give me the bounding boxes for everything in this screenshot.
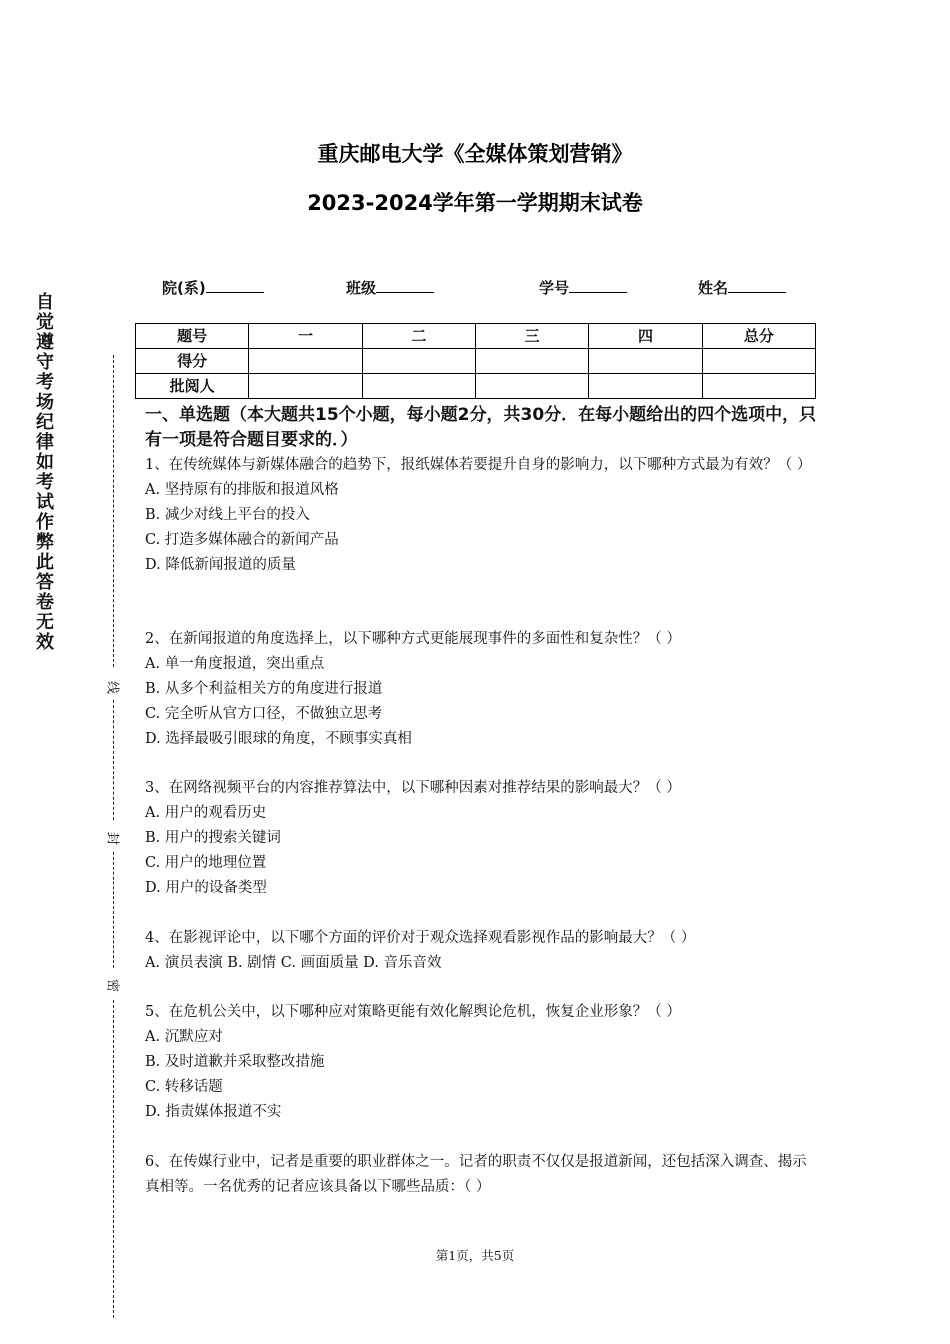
dept-label: 院(系): [162, 279, 206, 297]
col-header-3: 三: [475, 324, 588, 349]
question-option: D. 降低新闻报道的质量: [145, 557, 296, 573]
score-cell: [475, 349, 588, 374]
grader-cell: [249, 374, 362, 399]
question-stem: 5、在危机公关中，以下哪种应对策略更能有效化解舆论危机，恢复企业形象？（ ）: [145, 1004, 681, 1020]
binding-line-segment: [113, 1000, 114, 1318]
score-cell: [249, 349, 362, 374]
question-1: [145, 453, 815, 578]
binding-mark-seal: 封: [105, 829, 124, 849]
side-notice-char: 无: [36, 612, 54, 633]
question-stem: 6、在传媒行业中，记者是重要的职业群体之一。记者的职责不仅仅是报道新闻，还包括深入调查、揭示真相等。一名优秀的记者应该具备以下哪些品质：（ ）: [145, 1154, 807, 1195]
col-header-1: 一: [249, 324, 362, 349]
score-table: [135, 323, 816, 399]
side-notice-char: 考: [36, 472, 54, 493]
question-option: C. 完全听从官方口径，不做独立思考: [145, 706, 383, 722]
name-blank: [728, 277, 786, 293]
section-heading: 一、单选题（本大题共15个小题，每小题2分，共30分．在每小题给出的四个选项中，只有一项是符合题目要求的．）: [145, 405, 817, 450]
score-table-row: [136, 349, 816, 374]
question-2: [145, 627, 815, 752]
question-stem: 1、在传统媒体与新媒体融合的趋势下，报纸媒体若要提升自身的影响力，以下哪种方式最为有效？（ ）: [145, 457, 812, 473]
student-id-field: [539, 277, 627, 298]
page-footer: 第1页，共5页: [435, 1248, 515, 1263]
question-option: A. 沉默应对: [145, 1029, 223, 1045]
question-option: D. 用户的设备类型: [145, 880, 267, 896]
score-table-row: [136, 324, 816, 349]
name-field: [698, 277, 786, 298]
side-notice-char: 守: [36, 352, 54, 373]
question-option: A. 演员表演 B. 剧情 C. 画面质量 D. 音乐音效: [145, 955, 442, 971]
question-option: B. 及时道歉并采取整改措施: [145, 1054, 325, 1070]
side-notice-char: 自: [36, 292, 54, 313]
student-id-label: 学号: [539, 279, 570, 297]
grader-cell: [702, 374, 815, 399]
dept-field: [162, 277, 264, 298]
question-option: A. 坚持原有的排版和报道风格: [145, 482, 339, 498]
row-header-question-no: 题号: [136, 324, 249, 349]
side-notice-char: 答: [36, 572, 54, 593]
question-option: A. 单一角度报道，突出重点: [145, 656, 325, 672]
student-id-blank: [569, 277, 627, 293]
exam-title-line1: 重庆邮电大学《全媒体策划营销》: [317, 142, 633, 166]
class-blank: [376, 277, 434, 293]
question-4: [145, 926, 815, 976]
question-option: B. 从多个利益相关方的角度进行报道: [145, 681, 383, 697]
class-field: [346, 277, 434, 298]
class-label: 班级: [346, 279, 377, 297]
row-header-score: 得分: [136, 349, 249, 374]
question-option: C. 转移话题: [145, 1079, 223, 1095]
question-stem: 4、在影视评论中，以下哪个方面的评价对于观众选择观看影视作品的影响最大？（ ）: [145, 930, 696, 946]
question-option: B. 减少对线上平台的投入: [145, 507, 310, 523]
side-notice-char: 试: [36, 492, 54, 513]
binding-line-segment: [113, 355, 114, 667]
side-notice-char: 考: [36, 372, 54, 393]
name-label: 姓名: [698, 279, 729, 297]
side-notice-char: 效: [36, 632, 54, 653]
question-option: D. 指责媒体报道不实: [145, 1104, 282, 1120]
question-stem: 3、在网络视频平台的内容推荐算法中，以下哪种因素对推荐结果的影响最大？（ ）: [145, 780, 681, 796]
side-notice-char: 场: [36, 392, 54, 413]
side-notice-char: 卷: [36, 592, 54, 613]
binding-mark-line: 线: [105, 678, 124, 698]
side-notice-char: 此: [36, 552, 54, 573]
side-notice-char: 弊: [36, 532, 54, 553]
side-notice-char: 遵: [36, 332, 54, 353]
score-cell: [702, 349, 815, 374]
side-notice-char: 如: [36, 452, 54, 473]
side-notice-char: 觉: [36, 312, 54, 333]
binding-line-segment: [113, 700, 114, 820]
score-cell: [589, 349, 702, 374]
side-notice-char: 律: [36, 432, 54, 453]
question-option: A. 用户的观看历史: [145, 805, 267, 821]
question-option: D. 选择最吸引眼球的角度，不顾事实真相: [145, 731, 412, 747]
grader-cell: [362, 374, 475, 399]
question-stem: 2、在新闻报道的角度选择上，以下哪种方式更能展现事件的多面性和复杂性？（ ）: [145, 631, 681, 647]
question-option: C. 打造多媒体融合的新闻产品: [145, 532, 339, 548]
dept-blank: [206, 277, 264, 293]
question-6: [145, 1150, 815, 1200]
col-header-4: 四: [589, 324, 702, 349]
side-notice: [33, 293, 57, 653]
binding-mark-secret: 密: [105, 976, 124, 996]
row-header-grader: 批阅人: [136, 374, 249, 399]
question-option: C. 用户的地理位置: [145, 855, 267, 871]
question-3: [145, 776, 815, 901]
binding-line-segment: [113, 852, 114, 968]
exam-title-line2: 2023-2024学年第一学期期末试卷: [307, 191, 643, 215]
side-notice-char: 作: [36, 512, 54, 533]
question-5: [145, 1000, 815, 1125]
side-notice-char: 纪: [36, 412, 54, 433]
col-header-2: 二: [362, 324, 475, 349]
question-option: B. 用户的搜索关键词: [145, 830, 281, 846]
score-table-row: [136, 374, 816, 399]
grader-cell: [475, 374, 588, 399]
score-cell: [362, 349, 475, 374]
col-header-total: 总分: [702, 324, 815, 349]
grader-cell: [589, 374, 702, 399]
